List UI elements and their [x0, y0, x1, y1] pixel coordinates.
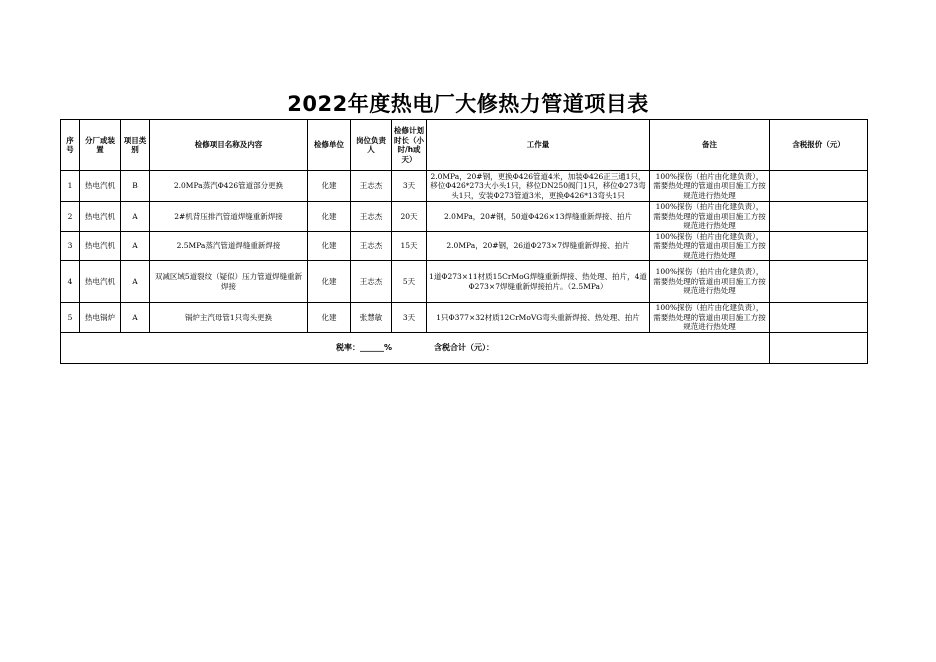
- header-price: 含税报价（元）: [770, 120, 868, 171]
- cell-category: A: [121, 202, 150, 232]
- cell-unit: 化建: [308, 202, 351, 232]
- table-row: [61, 303, 868, 333]
- cell-workload: 2.0MPa，20#钢，50道Φ426×13焊缝重新焊接、拍片: [427, 202, 650, 232]
- cell-seq: 3: [61, 231, 80, 261]
- header-name: 检修项目名称及内容: [150, 120, 308, 171]
- cell-name: 锅炉主汽母管1只弯头更换: [150, 303, 308, 333]
- cell-price[interactable]: [770, 171, 868, 202]
- cell-plant: 热电汽机: [80, 202, 121, 232]
- cell-workload: 1道Φ273×11材质15CrMoG焊缝重新焊接、热处理、拍片，4道Φ273×7焊缝重新焊接拍片。（2.5MPa）: [427, 261, 650, 303]
- cell-duration: 3天: [392, 303, 427, 333]
- cell-category: A: [121, 231, 150, 261]
- cell-seq: 5: [61, 303, 80, 333]
- cell-category: A: [121, 261, 150, 303]
- cell-remark: 100%探伤（拍片由化建负责），需要热处理的管道由项目施工方按规范进行热处理: [650, 202, 770, 232]
- cell-remark: 100%探伤（拍片由化建负责），需要热处理的管道由项目施工方按规范进行热处理: [650, 261, 770, 303]
- cell-unit: 化建: [308, 231, 351, 261]
- header-duration: 检修计划时长（小时/h或天）: [392, 120, 427, 171]
- cell-seq: 4: [61, 261, 80, 303]
- tax-rate-blank[interactable]: ______: [359, 343, 384, 353]
- header-owner: 岗位负责人: [351, 120, 392, 171]
- cell-price[interactable]: [770, 202, 868, 232]
- page-title: 2022年度热电厂大修热力管道项目表: [287, 92, 649, 116]
- header-seq: 序号: [61, 120, 80, 171]
- table-row: [61, 231, 868, 261]
- table-row: [61, 202, 868, 232]
- cell-owner: 王志杰: [351, 231, 392, 261]
- cell-workload: 2.0MPa，20#钢，更换Φ426管道4米，加装Φ426正三通1只，移位Φ426*273大小头1只，移位DN250阀门1只，移位Φ273弯头1只，安装Φ273管道3米，更换Φ426*13弯头1只: [427, 171, 650, 202]
- cell-name: 2.5MPa蒸汽管道焊缝重新焊接: [150, 231, 308, 261]
- header-remark: 备注: [650, 120, 770, 171]
- header-unit: 检修单位: [308, 120, 351, 171]
- table-row: [61, 261, 868, 303]
- cell-price[interactable]: [770, 231, 868, 261]
- cell-price[interactable]: [770, 261, 868, 303]
- cell-name: 双减区域5道裂纹（疑似）压力管道焊缝重新焊接: [150, 261, 308, 303]
- cell-category: B: [121, 171, 150, 202]
- cell-unit: 化建: [308, 261, 351, 303]
- cell-seq: 1: [61, 171, 80, 202]
- footer-summary: [61, 333, 770, 364]
- total-value-cell[interactable]: [770, 333, 868, 364]
- cell-owner: 王志杰: [351, 261, 392, 303]
- cell-duration: 20天: [392, 202, 427, 232]
- cell-duration: 5天: [392, 261, 427, 303]
- tax-unit: %: [383, 343, 392, 353]
- header-plant: 分厂或装置: [80, 120, 121, 171]
- cell-plant: 热电汽机: [80, 261, 121, 303]
- cell-remark: 100%探伤（拍片由化建负责），需要热处理的管道由项目施工方按规范进行热处理: [650, 303, 770, 333]
- cell-name: 2.0MPa蒸汽Φ426管道部分更换: [150, 171, 308, 202]
- cell-duration: 15天: [392, 231, 427, 261]
- cell-remark: 100%探伤（拍片由化建负责），需要热处理的管道由项目施工方按规范进行热处理: [650, 171, 770, 202]
- cell-plant: 热电锅炉: [80, 303, 121, 333]
- cell-plant: 热电汽机: [80, 231, 121, 261]
- cell-owner: 王志杰: [351, 171, 392, 202]
- header-category: 项目类别: [121, 120, 150, 171]
- total-label: 含税合计（元）：: [434, 343, 494, 353]
- cell-duration: 3天: [392, 171, 427, 202]
- table-footer-row: [61, 333, 868, 364]
- tax-label: 税率：: [335, 343, 360, 353]
- cell-owner: 王志杰: [351, 202, 392, 232]
- table-row: [61, 171, 868, 202]
- header-workload: 工作量: [427, 120, 650, 171]
- cell-owner: 张慧敏: [351, 303, 392, 333]
- cell-unit: 化建: [308, 303, 351, 333]
- cell-workload: 1只Φ377×32材质12CrMoVG弯头重新焊接、热处理、拍片: [427, 303, 650, 333]
- cell-plant: 热电汽机: [80, 171, 121, 202]
- cell-unit: 化建: [308, 171, 351, 202]
- cell-workload: 2.0MPa，20#钢，26道Φ273×7焊缝重新焊接、拍片: [427, 231, 650, 261]
- cell-price[interactable]: [770, 303, 868, 333]
- project-table: [60, 119, 868, 364]
- cell-category: A: [121, 303, 150, 333]
- cell-remark: 100%探伤（拍片由化建负责），需要热处理的管道由项目施工方按规范进行热处理: [650, 231, 770, 261]
- table-header-row: [61, 120, 868, 171]
- cell-seq: 2: [61, 202, 80, 232]
- cell-name: 2#机背压排汽管道焊缝重新焊接: [150, 202, 308, 232]
